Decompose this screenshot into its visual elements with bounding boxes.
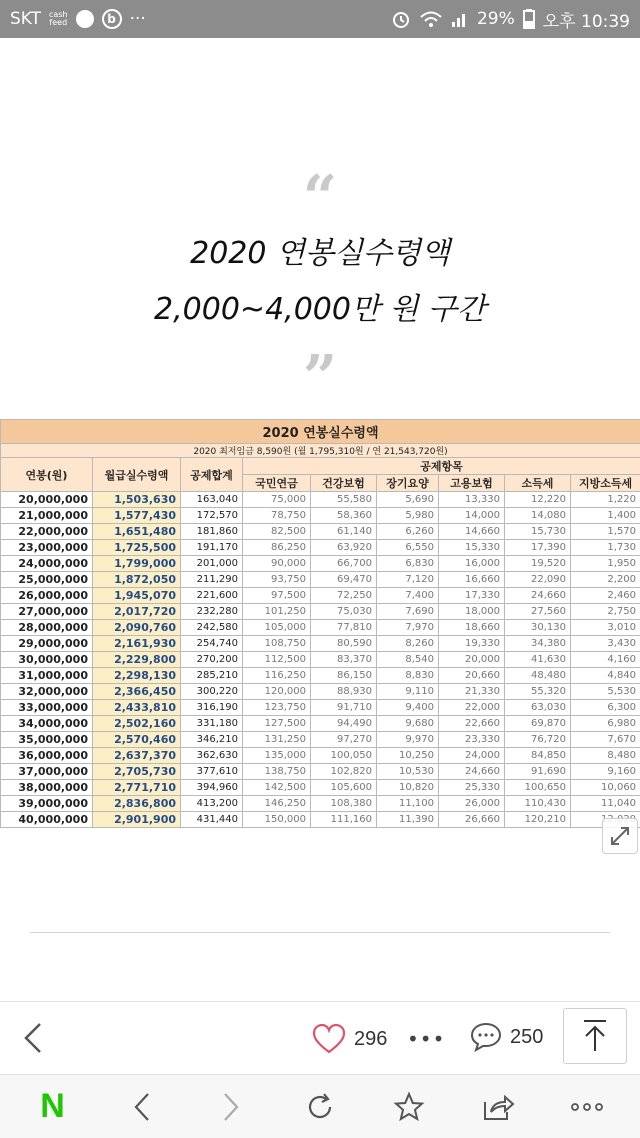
cell-employment-insurance: 14,660 [439, 524, 505, 540]
cell-total-deduction: 221,600 [181, 588, 243, 604]
article-title-line2: 2,000~4,000만 원 구간 [154, 292, 486, 327]
table-row [1, 796, 640, 812]
wifi-icon [419, 9, 443, 29]
table-title: 2020 연봉실수령액 [1, 420, 640, 444]
cell-total-deduction: 172,570 [181, 508, 243, 524]
cell-long-term-care: 6,260 [377, 524, 439, 540]
bookmark-button[interactable] [381, 1079, 437, 1135]
cell-long-term-care: 8,830 [377, 668, 439, 684]
cell-health-insurance: 72,250 [311, 588, 377, 604]
cell-salary: 37,000,000 [1, 764, 93, 780]
cell-total-deduction: 211,290 [181, 572, 243, 588]
share-button[interactable] [470, 1079, 526, 1135]
cell-net-monthly: 2,771,710 [93, 780, 181, 796]
salary-table [0, 419, 640, 828]
cell-health-insurance: 94,490 [311, 716, 377, 732]
table-row [1, 508, 640, 524]
cell-local-income-tax: 5,530 [571, 684, 640, 700]
like-button[interactable] [312, 1024, 387, 1054]
cell-income-tax: 15,730 [505, 524, 571, 540]
comment-icon [470, 1022, 502, 1052]
cell-national-pension: 105,000 [243, 620, 311, 636]
cell-long-term-care: 7,690 [377, 604, 439, 620]
col-total-deduction: 공제합계 [181, 458, 243, 492]
scroll-top-button[interactable] [563, 1008, 627, 1064]
cell-salary: 21,000,000 [1, 508, 93, 524]
refresh-icon [304, 1091, 336, 1123]
naver-home-button[interactable] [25, 1079, 81, 1135]
cell-salary: 40,000,000 [1, 812, 93, 828]
article-title-line1: 2020 연봉실수령액 [190, 236, 450, 271]
cell-health-insurance: 75,030 [311, 604, 377, 620]
more-notifications-icon: ··· [129, 9, 146, 29]
cell-income-tax: 17,390 [505, 540, 571, 556]
col-health-insurance: 건강보험 [311, 475, 377, 492]
col-national-pension: 국민연금 [243, 475, 311, 492]
cell-national-pension: 142,500 [243, 780, 311, 796]
cell-net-monthly: 1,577,430 [93, 508, 181, 524]
heart-icon [312, 1024, 346, 1054]
cell-health-insurance: 61,140 [311, 524, 377, 540]
cell-local-income-tax: 1,950 [571, 556, 640, 572]
cashfeed-icon [49, 11, 68, 27]
cell-long-term-care: 7,400 [377, 588, 439, 604]
cell-net-monthly: 2,836,800 [93, 796, 181, 812]
cell-salary: 38,000,000 [1, 780, 93, 796]
cell-long-term-care: 6,830 [377, 556, 439, 572]
table-row [1, 652, 640, 668]
content-divider [30, 932, 610, 933]
cell-long-term-care: 9,110 [377, 684, 439, 700]
cell-employment-insurance: 14,000 [439, 508, 505, 524]
cell-salary: 31,000,000 [1, 668, 93, 684]
cell-total-deduction: 331,180 [181, 716, 243, 732]
cell-long-term-care: 11,100 [377, 796, 439, 812]
cell-income-tax: 55,320 [505, 684, 571, 700]
cell-income-tax: 19,520 [505, 556, 571, 572]
cell-long-term-care: 7,120 [377, 572, 439, 588]
cell-local-income-tax: 4,160 [571, 652, 640, 668]
cell-national-pension: 90,000 [243, 556, 311, 572]
cell-local-income-tax: 1,400 [571, 508, 640, 524]
menu-dots-icon [570, 1102, 604, 1112]
cell-long-term-care: 9,680 [377, 716, 439, 732]
cell-net-monthly: 2,229,800 [93, 652, 181, 668]
cell-salary: 22,000,000 [1, 524, 93, 540]
cell-employment-insurance: 26,000 [439, 796, 505, 812]
cell-salary: 24,000,000 [1, 556, 93, 572]
cell-long-term-care: 6,550 [377, 540, 439, 556]
cell-net-monthly: 1,799,000 [93, 556, 181, 572]
cell-total-deduction: 270,200 [181, 652, 243, 668]
cashfeed-bottom: feed [49, 18, 68, 27]
cell-national-pension: 150,000 [243, 812, 311, 828]
cell-employment-insurance: 16,000 [439, 556, 505, 572]
table-row [1, 572, 640, 588]
cell-employment-insurance: 26,660 [439, 812, 505, 828]
cell-long-term-care: 7,970 [377, 620, 439, 636]
cell-national-pension: 127,500 [243, 716, 311, 732]
cashfeed-top: cash [49, 10, 68, 19]
like-count: 296 [354, 1027, 388, 1050]
col-net-monthly: 월급실수령액 [93, 458, 181, 492]
chevron-left-icon [18, 1020, 48, 1056]
cell-health-insurance: 102,820 [311, 764, 377, 780]
cell-local-income-tax: 8,480 [571, 748, 640, 764]
cell-income-tax: 30,130 [505, 620, 571, 636]
cell-local-income-tax: 11,040 [571, 796, 640, 812]
cell-net-monthly: 2,090,760 [93, 620, 181, 636]
col-deduction-group: 공제항목 [243, 458, 640, 475]
cell-total-deduction: 232,280 [181, 604, 243, 620]
cell-local-income-tax: 2,200 [571, 572, 640, 588]
cell-net-monthly: 2,161,930 [93, 636, 181, 652]
comment-button[interactable] [470, 1022, 543, 1052]
cell-salary: 20,000,000 [1, 492, 93, 508]
cell-long-term-care: 11,390 [377, 812, 439, 828]
cell-employment-insurance: 19,330 [439, 636, 505, 652]
cell-local-income-tax: 2,750 [571, 604, 640, 620]
cell-national-pension: 78,750 [243, 508, 311, 524]
carrier-label: SKT [10, 9, 42, 29]
browser-menu-button[interactable] [559, 1079, 615, 1135]
cell-local-income-tax: 1,570 [571, 524, 640, 540]
cell-salary: 33,000,000 [1, 700, 93, 716]
cell-health-insurance: 77,810 [311, 620, 377, 636]
cell-health-insurance: 80,590 [311, 636, 377, 652]
table-body [1, 492, 640, 828]
table-row [1, 604, 640, 620]
cell-national-pension: 101,250 [243, 604, 311, 620]
cell-employment-insurance: 18,000 [439, 604, 505, 620]
chat-bubble-icon [76, 10, 94, 28]
status-left [10, 9, 146, 29]
cell-national-pension: 86,250 [243, 540, 311, 556]
table-row [1, 636, 640, 652]
naver-logo: N [40, 1087, 65, 1125]
prev-post-button[interactable] [18, 1020, 48, 1056]
cell-total-deduction: 242,580 [181, 620, 243, 636]
clock: 오후 10:39 [542, 11, 630, 32]
cell-long-term-care: 10,820 [377, 780, 439, 796]
cell-employment-insurance: 13,330 [439, 492, 505, 508]
cell-local-income-tax: 9,160 [571, 764, 640, 780]
cell-health-insurance: 105,600 [311, 780, 377, 796]
cell-total-deduction: 413,200 [181, 796, 243, 812]
cell-local-income-tax: 10,060 [571, 780, 640, 796]
cell-net-monthly: 1,503,630 [93, 492, 181, 508]
cell-employment-insurance: 22,000 [439, 700, 505, 716]
cell-long-term-care: 5,980 [377, 508, 439, 524]
cell-health-insurance: 97,270 [311, 732, 377, 748]
table-row [1, 556, 640, 572]
table-row [1, 540, 640, 556]
cell-employment-insurance: 16,660 [439, 572, 505, 588]
cell-total-deduction: 362,630 [181, 748, 243, 764]
cell-salary: 25,000,000 [1, 572, 93, 588]
more-options-button[interactable]: ••• [407, 1027, 446, 1051]
cell-health-insurance: 63,920 [311, 540, 377, 556]
cell-health-insurance: 55,580 [311, 492, 377, 508]
cell-employment-insurance: 17,330 [439, 588, 505, 604]
cell-salary: 28,000,000 [1, 620, 93, 636]
cell-income-tax: 34,380 [505, 636, 571, 652]
cell-national-pension: 146,250 [243, 796, 311, 812]
cell-national-pension: 93,750 [243, 572, 311, 588]
chevron-left-icon [130, 1091, 154, 1123]
cell-income-tax: 22,090 [505, 572, 571, 588]
table-row [1, 812, 640, 828]
cell-salary: 30,000,000 [1, 652, 93, 668]
cell-long-term-care: 9,970 [377, 732, 439, 748]
cell-health-insurance: 100,050 [311, 748, 377, 764]
cell-employment-insurance: 23,330 [439, 732, 505, 748]
cell-employment-insurance: 21,330 [439, 684, 505, 700]
cell-income-tax: 110,430 [505, 796, 571, 812]
cell-income-tax: 48,480 [505, 668, 571, 684]
cell-national-pension: 131,250 [243, 732, 311, 748]
cell-salary: 23,000,000 [1, 540, 93, 556]
alarm-icon [391, 9, 411, 29]
cell-net-monthly: 2,433,810 [93, 700, 181, 716]
cell-local-income-tax: 4,840 [571, 668, 640, 684]
cell-salary: 35,000,000 [1, 732, 93, 748]
arrow-up-icon [581, 1019, 609, 1053]
cell-salary: 34,000,000 [1, 716, 93, 732]
status-right [391, 7, 630, 32]
cell-employment-insurance: 22,660 [439, 716, 505, 732]
cell-health-insurance: 83,370 [311, 652, 377, 668]
cell-net-monthly: 2,901,900 [93, 812, 181, 828]
cell-employment-insurance: 25,330 [439, 780, 505, 796]
cell-net-monthly: 1,945,070 [93, 588, 181, 604]
cell-total-deduction: 191,170 [181, 540, 243, 556]
cell-total-deduction: 300,220 [181, 684, 243, 700]
star-icon [393, 1091, 425, 1123]
cell-employment-insurance: 24,660 [439, 764, 505, 780]
cell-net-monthly: 2,298,130 [93, 668, 181, 684]
cell-local-income-tax: 3,010 [571, 620, 640, 636]
cell-salary: 29,000,000 [1, 636, 93, 652]
table-row [1, 764, 640, 780]
battery-icon [523, 9, 535, 29]
cell-national-pension: 116,250 [243, 668, 311, 684]
col-local-income-tax: 지방소득세 [571, 475, 640, 492]
table-subtitle: 2020 최저임금 8,590원 (월 1,795,310원 / 연 21,543,720원) [1, 444, 640, 458]
cell-net-monthly: 2,017,720 [93, 604, 181, 620]
table-row [1, 684, 640, 700]
cell-national-pension: 82,500 [243, 524, 311, 540]
cell-salary: 27,000,000 [1, 604, 93, 620]
cell-long-term-care: 10,530 [377, 764, 439, 780]
cell-total-deduction: 181,860 [181, 524, 243, 540]
cell-health-insurance: 58,360 [311, 508, 377, 524]
col-long-term-care: 장기요양 [377, 475, 439, 492]
table-row [1, 588, 640, 604]
cell-income-tax: 91,690 [505, 764, 571, 780]
table-row [1, 716, 640, 732]
cell-employment-insurance: 24,000 [439, 748, 505, 764]
action-bar [0, 1001, 640, 1073]
signal-icon [451, 10, 469, 28]
cell-income-tax: 41,630 [505, 652, 571, 668]
cell-income-tax: 12,220 [505, 492, 571, 508]
cell-national-pension: 135,000 [243, 748, 311, 764]
cell-income-tax: 27,560 [505, 604, 571, 620]
cell-national-pension: 112,500 [243, 652, 311, 668]
cell-income-tax: 100,650 [505, 780, 571, 796]
cell-local-income-tax: 6,980 [571, 716, 640, 732]
close-quote-icon: ” [302, 343, 338, 413]
cell-total-deduction: 377,610 [181, 764, 243, 780]
cell-employment-insurance: 20,000 [439, 652, 505, 668]
cell-net-monthly: 1,725,500 [93, 540, 181, 556]
cell-net-monthly: 2,570,460 [93, 732, 181, 748]
cell-net-monthly: 2,366,450 [93, 684, 181, 700]
cell-national-pension: 108,750 [243, 636, 311, 652]
cell-health-insurance: 108,380 [311, 796, 377, 812]
cell-net-monthly: 2,502,160 [93, 716, 181, 732]
cell-long-term-care: 8,540 [377, 652, 439, 668]
cell-national-pension: 138,750 [243, 764, 311, 780]
cell-national-pension: 75,000 [243, 492, 311, 508]
cell-employment-insurance: 18,660 [439, 620, 505, 636]
table-row [1, 620, 640, 636]
expand-image-button[interactable] [602, 818, 638, 854]
cell-income-tax: 14,080 [505, 508, 571, 524]
cell-income-tax: 69,870 [505, 716, 571, 732]
table-row [1, 492, 640, 508]
status-bar [0, 0, 640, 38]
table-row [1, 524, 640, 540]
browser-forward-button[interactable] [203, 1079, 259, 1135]
cell-local-income-tax: 1,220 [571, 492, 640, 508]
cell-income-tax: 84,850 [505, 748, 571, 764]
cell-long-term-care: 10,250 [377, 748, 439, 764]
cell-local-income-tax: 3,430 [571, 636, 640, 652]
col-employment-insurance: 고용보험 [439, 475, 505, 492]
cell-net-monthly: 2,705,730 [93, 764, 181, 780]
expand-icon [609, 825, 631, 847]
cell-total-deduction: 346,210 [181, 732, 243, 748]
cell-total-deduction: 163,040 [181, 492, 243, 508]
cell-local-income-tax: 2,460 [571, 588, 640, 604]
cell-health-insurance: 86,150 [311, 668, 377, 684]
share-icon [481, 1092, 515, 1122]
cell-total-deduction: 394,960 [181, 780, 243, 796]
cell-national-pension: 97,500 [243, 588, 311, 604]
col-salary: 연봉(원) [1, 458, 93, 492]
cell-net-monthly: 2,637,370 [93, 748, 181, 764]
cell-total-deduction: 316,190 [181, 700, 243, 716]
battery-percent: 29% [476, 9, 515, 29]
comment-count: 250 [510, 1025, 544, 1048]
table-row [1, 668, 640, 684]
table-row [1, 748, 640, 764]
cell-salary: 26,000,000 [1, 588, 93, 604]
cell-salary: 32,000,000 [1, 684, 93, 700]
cell-income-tax: 120,210 [505, 812, 571, 828]
cell-long-term-care: 8,260 [377, 636, 439, 652]
cell-local-income-tax: 7,670 [571, 732, 640, 748]
cell-income-tax: 63,030 [505, 700, 571, 716]
table-row [1, 780, 640, 796]
browser-toolbar [0, 1074, 640, 1138]
cell-salary: 39,000,000 [1, 796, 93, 812]
cell-net-monthly: 1,872,050 [93, 572, 181, 588]
cell-total-deduction: 254,740 [181, 636, 243, 652]
cell-health-insurance: 88,930 [311, 684, 377, 700]
cell-salary: 36,000,000 [1, 748, 93, 764]
cell-health-insurance: 111,160 [311, 812, 377, 828]
cell-health-insurance: 66,700 [311, 556, 377, 572]
cell-income-tax: 24,660 [505, 588, 571, 604]
cell-long-term-care: 9,400 [377, 700, 439, 716]
cell-local-income-tax: 1,730 [571, 540, 640, 556]
cell-total-deduction: 285,210 [181, 668, 243, 684]
cell-national-pension: 120,000 [243, 684, 311, 700]
cell-income-tax: 76,720 [505, 732, 571, 748]
col-income-tax: 소득세 [505, 475, 571, 492]
cell-net-monthly: 1,651,480 [93, 524, 181, 540]
open-quote-icon: “ [302, 163, 338, 233]
cell-health-insurance: 91,710 [311, 700, 377, 716]
cell-local-income-tax: 6,300 [571, 700, 640, 716]
table-row [1, 700, 640, 716]
table-row [1, 732, 640, 748]
cell-national-pension: 123,750 [243, 700, 311, 716]
cell-employment-insurance: 20,660 [439, 668, 505, 684]
chevron-right-icon [219, 1091, 243, 1123]
b-app-icon: b [102, 9, 122, 29]
cell-long-term-care: 5,690 [377, 492, 439, 508]
cell-health-insurance: 69,470 [311, 572, 377, 588]
cell-total-deduction: 431,440 [181, 812, 243, 828]
reload-button[interactable] [292, 1079, 348, 1135]
cell-total-deduction: 201,000 [181, 556, 243, 572]
cell-employment-insurance: 15,330 [439, 540, 505, 556]
browser-back-button[interactable] [114, 1079, 170, 1135]
